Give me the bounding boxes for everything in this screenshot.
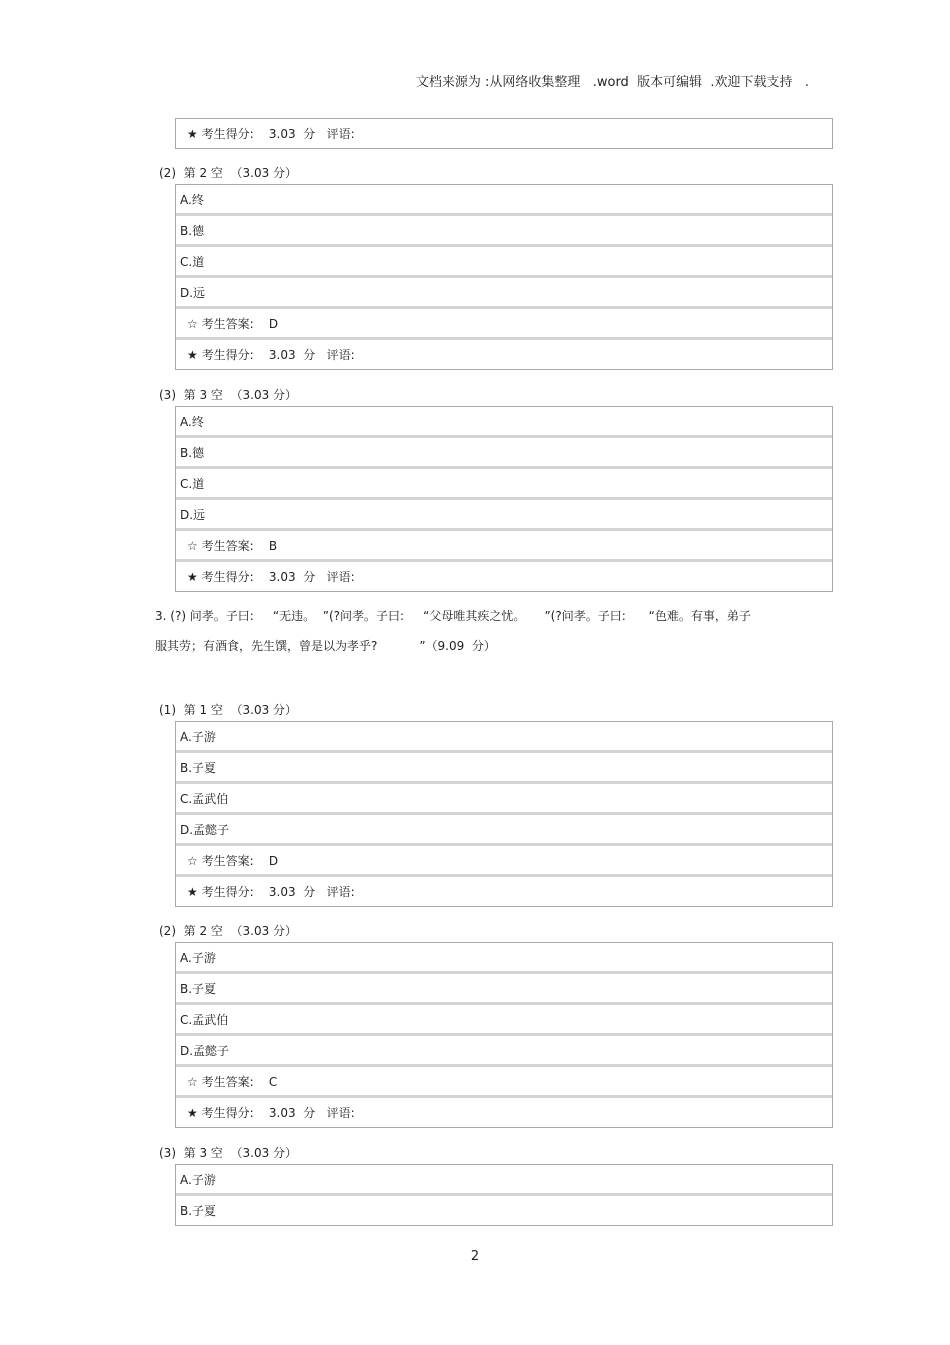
question-stem-line-1: 3. (?) 问孝。子曰: “无违。 ”(?问孝。子曰: “父母唯其疾之忧。 ”(?问孝。子曰: “色难。有事，弟子 [155,609,751,623]
option-c[interactable]: C.孟武伯 [176,1005,832,1036]
option-d[interactable]: D.孟懿子 [176,815,832,846]
options-box-q3-blank2 [175,942,833,1128]
answer-row: ☆ 考生答案: D [176,846,832,877]
score-row: ★ 考生得分: 3.03 分 评语: [187,348,355,362]
blank-title: (1) 第 1 空 （3.03 分） [159,703,298,717]
option-a[interactable]: A.子游 [176,1165,832,1196]
answer-row: ☆ 考生答案: D [176,309,832,340]
option-d[interactable]: D.远 [176,500,832,531]
option-a[interactable]: A.子游 [176,722,832,753]
score-row: ★ 考生得分: 3.03 分 评语: [187,127,355,141]
option-c[interactable]: C.道 [176,247,832,278]
score-row: ★ 考生得分: 3.03 分 评语: [187,885,355,899]
blank-title: (2) 第 2 空 （3.03 分） [159,924,298,938]
option-d[interactable]: D.孟懿子 [176,1036,832,1067]
options-box-q3-blank1 [175,721,833,907]
option-a[interactable]: A.终 [176,407,832,438]
question-stem-line-2: 服其劳；有酒食，先生馔，曾是以为孝乎? ”（9.09 分） [155,639,496,653]
score-box-previous [175,118,833,149]
page-number: 2 [470,1249,480,1264]
score-row: ★ 考生得分: 3.03 分 评语: [187,570,355,584]
document-source-header: 文档来源为 :从网络收集整理 .word 版本可编辑 .欢迎下载支持 . [415,75,809,90]
option-c[interactable]: C.道 [176,469,832,500]
answer-row: ☆ 考生答案: C [176,1067,832,1098]
option-b[interactable]: B.子夏 [176,753,832,784]
option-a[interactable]: A.终 [176,185,832,216]
options-box-q3-blank3 [175,1164,833,1226]
blank-title: (2) 第 2 空 （3.03 分） [159,166,298,180]
option-b[interactable]: B.子夏 [176,974,832,1005]
option-b[interactable]: B.德 [176,216,832,247]
option-b[interactable]: B.德 [176,438,832,469]
blank-title: (3) 第 3 空 （3.03 分） [159,1146,298,1160]
answer-row: ☆ 考生答案: B [176,531,832,562]
option-a[interactable]: A.子游 [176,943,832,974]
options-box-q2-blank3 [175,406,833,592]
option-d[interactable]: D.远 [176,278,832,309]
options-box-q2-blank2 [175,184,833,370]
option-b[interactable]: B.子夏 [180,1204,217,1218]
blank-title: (3) 第 3 空 （3.03 分） [159,388,298,402]
score-row: ★ 考生得分: 3.03 分 评语: [187,1106,355,1120]
option-c[interactable]: C.孟武伯 [176,784,832,815]
